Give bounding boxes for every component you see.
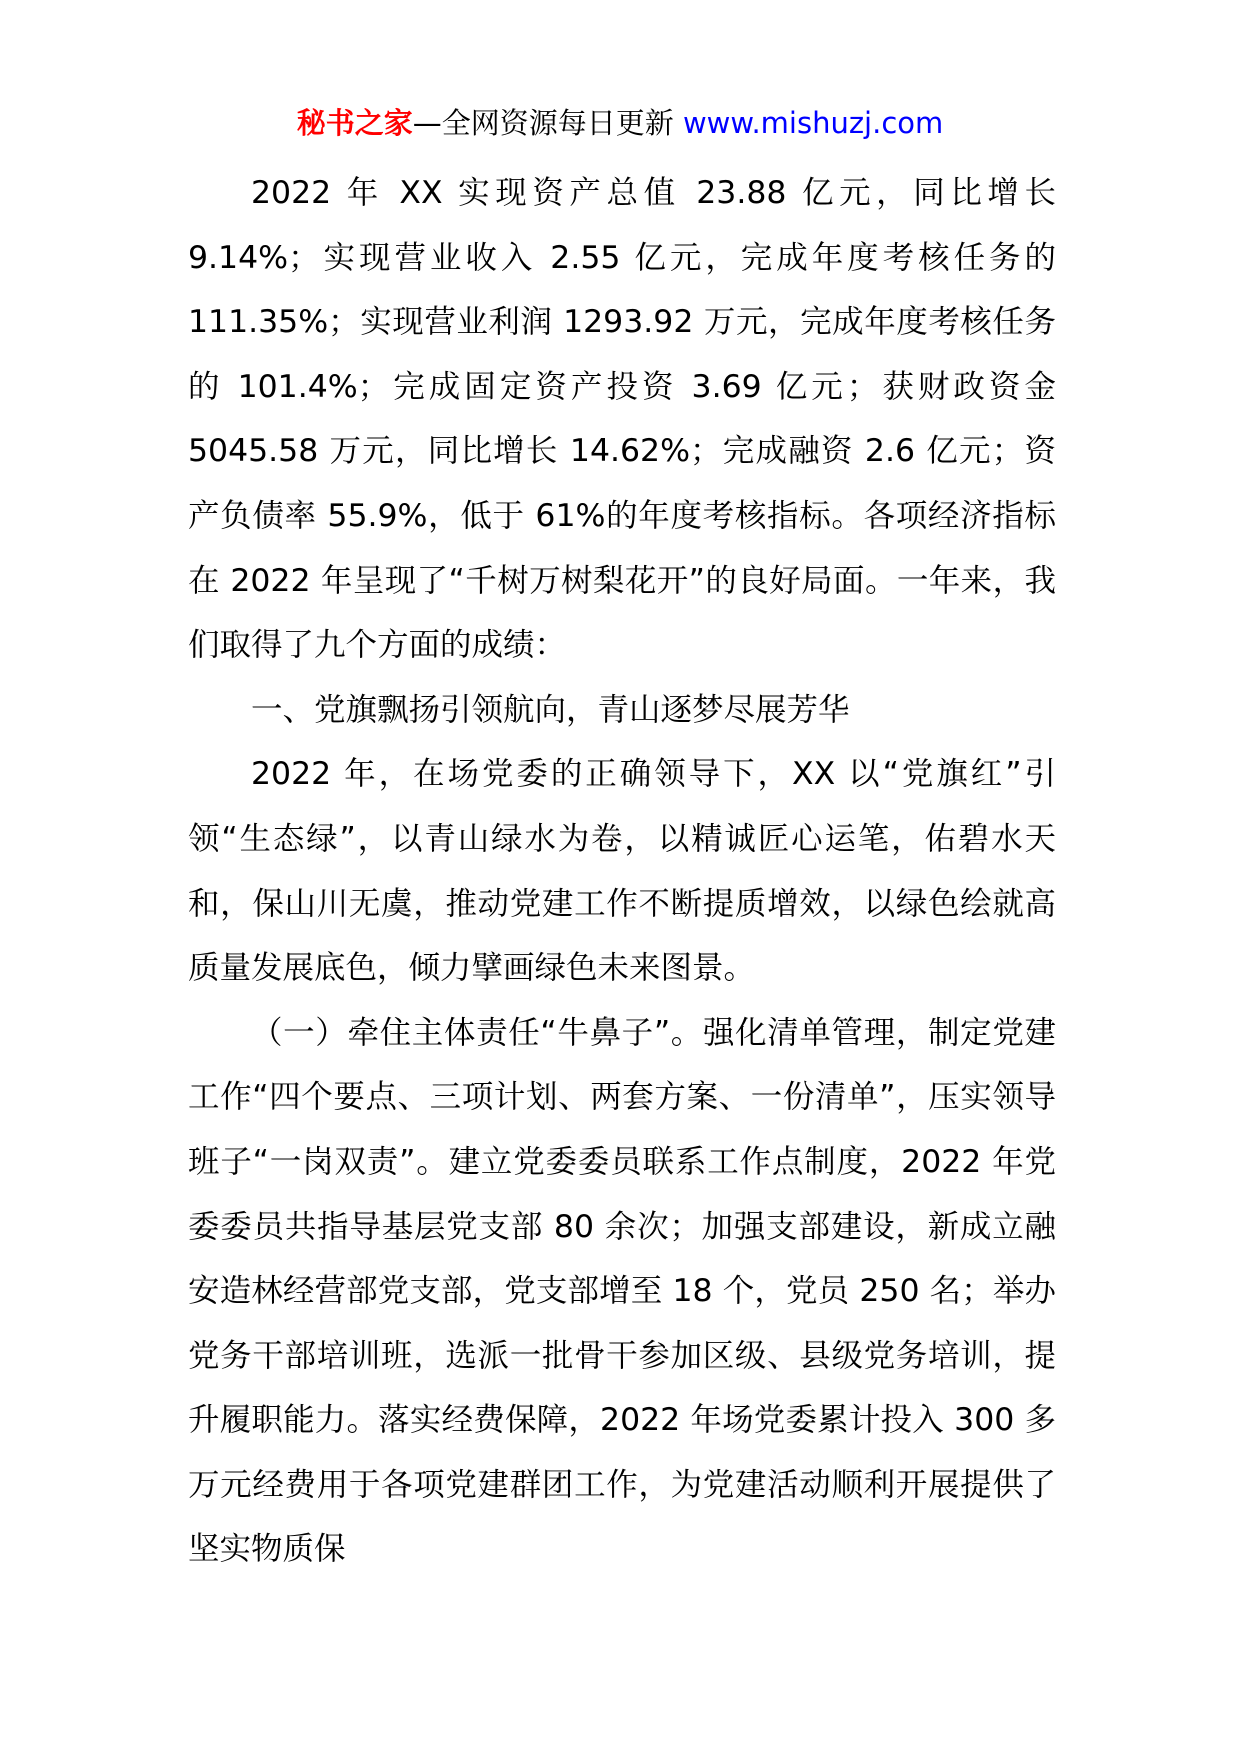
site-url-link[interactable]: www.mishuzj.com — [682, 106, 944, 140]
brand-name: 秘书之家 — [296, 106, 413, 140]
section-heading: 一、党旗飘扬引领航向，青山逐梦尽展芳华 — [251, 691, 850, 728]
site-header — [0, 103, 1240, 143]
section-paragraph: 2022 年，在场党委的正确领导下，XX 以“党旗红”引领“生态绿”，以青山绿水为卷，以精诚匠心运笔，佑碧水天和，保山川无虞，推动党建工作不断提质增效，以绿色绘就高质量发展底色，倾力擘画绿色未来图景。 — [188, 756, 1056, 987]
document-body — [188, 161, 1056, 1582]
header-tagline: —全网资源每日更新 — [412, 106, 683, 140]
subsection-paragraph: （一）牵住主体责任“牛鼻子”。强化清单管理，制定党建工作“四个要点、三项计划、两套方案、一份清单”，压实领导班子“一岗双责”。建立党委委员联系工作点制度，2022 年党委委员共指导基层党支部 80 余次；加强支部建设，新成立融安造林经营部党支部，党支部增至 18 个，党员 250 名；举办党务干部培训班，选派一批骨干参加区级、县级党务培训，提升履职能力。落实经费保障，2022 年场党委累计投入 300 多万元经费用于各项党建群团工作，为党建活动顺利开展提供了坚实物质保 — [188, 1014, 1056, 1568]
intro-paragraph: 2022 年 XX 实现资产总值 23.88 亿元，同比增长 9.14%；实现营业收入 2.55 亿元，完成年度考核任务的 111.35%；实现营业利润 1293.92 万元，完成年度考核任务的 101.4%；完成固定资产投资 3.69 亿元；获财政资金 5045.58 万元，同比增长 14.62%；完成融资 2.6 亿元；资产负债率 55.9%，低于 61%的年度考核指标。各项经济指标在 2022 年呈现了“千树万树梨花开”的良好局面。一年来，我们取得了九个方面的成绩： — [188, 175, 1056, 664]
